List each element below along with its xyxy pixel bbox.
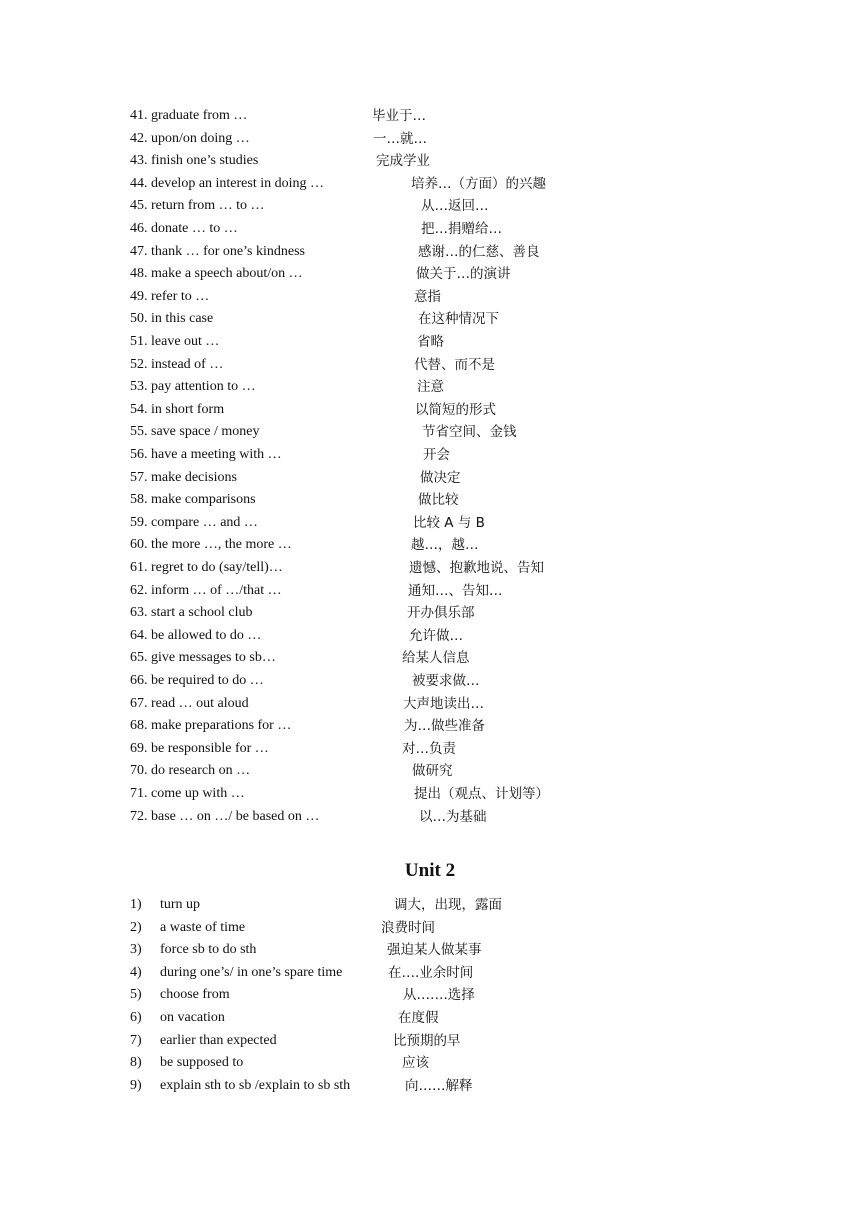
phrase-english: 68. make preparations for … — [130, 718, 292, 734]
phrase-chinese: 省略 — [417, 334, 444, 350]
phrase-chinese: 给某人信息 — [402, 650, 470, 667]
phrase-chinese: 强迫某人做某事 — [387, 942, 482, 959]
phrase-chinese: 培养…（方面）的兴趣 — [411, 175, 546, 192]
phrase-english: be supposed to — [160, 1055, 244, 1071]
phrase-english: 53. pay attention to … — [130, 379, 256, 395]
phrase-english: 58. make comparisons — [130, 492, 256, 508]
phrase-english: 44. develop an interest in doing … — [130, 175, 325, 191]
phrase-chinese: 毕业于… — [372, 108, 426, 124]
phrase-english: 52. instead of … — [130, 356, 224, 372]
unit-heading: Unit 2 — [404, 860, 456, 881]
phrase-chinese: 做决定 — [420, 469, 461, 486]
phrase-chinese: 比预期的早 — [393, 1032, 461, 1049]
phrase-chinese: 提出（观点、计划等） — [414, 786, 549, 802]
phrase-chinese: 在这种情况下 — [418, 311, 499, 328]
phrase-english: 50. in this case — [130, 311, 214, 327]
phrase-chinese: 调大，出现，露面 — [394, 897, 502, 913]
phrase-english: 51. leave out … — [130, 334, 220, 349]
phrase-chinese: 代替、而不是 — [414, 356, 495, 373]
phrase-chinese: 浪费时间 — [381, 919, 435, 936]
phrase-english: 63. start a school club — [130, 605, 253, 621]
phrase-chinese: 从…返回… — [421, 198, 489, 215]
phrase-english: 55. save space / money — [130, 424, 260, 440]
phrase-english: 70. do research on … — [130, 763, 251, 779]
phrase-chinese: 节省空间、金钱 — [422, 424, 517, 441]
phrase-english: earlier than expected — [160, 1032, 277, 1048]
phrase-english: 48. make a speech about/on … — [130, 266, 303, 282]
phrase-chinese: 完成学业 — [376, 153, 430, 170]
phrase-chinese: 以…为基础 — [419, 808, 487, 825]
phrase-chinese: 对…负责 — [402, 740, 456, 757]
phrase-number: 2) — [130, 919, 142, 935]
phrase-english: 61. regret to do (say/tell)… — [130, 560, 283, 575]
phrase-chinese: 做研究 — [412, 763, 453, 780]
phrase-chinese: 应该 — [402, 1055, 429, 1072]
phrase-english: 65. give messages to sb… — [130, 650, 276, 666]
phrase-chinese: 感谢…的仁慈、善良 — [418, 243, 540, 260]
phrase-english: 66. be required to do … — [130, 673, 264, 688]
phrase-chinese: 做比较 — [418, 492, 459, 509]
phrase-english: 41. graduate from … — [130, 108, 248, 123]
phrase-chinese: 一…就… — [373, 130, 427, 147]
phrase-english: 67. read … out aloud — [130, 695, 249, 711]
phrase-chinese: 为…做些准备 — [404, 718, 485, 735]
phrase-chinese: 注意 — [417, 379, 444, 396]
phrase-english: 59. compare … and … — [130, 514, 258, 530]
phrase-english: 57. make decisions — [130, 469, 237, 485]
phrase-chinese: 比较 A 与 B — [413, 514, 485, 531]
phrase-chinese: 以简短的形式 — [415, 401, 496, 418]
phrase-english: on vacation — [160, 1010, 225, 1025]
phrase-chinese: 向……解释 — [405, 1077, 473, 1094]
phrase-english: 56. have a meeting with … — [130, 447, 282, 462]
phrase-english: 54. in short form — [130, 401, 225, 417]
phrase-chinese: 意指 — [414, 288, 441, 305]
phrase-number: 4) — [130, 964, 142, 980]
phrase-chinese: 允许做… — [409, 627, 463, 644]
phrase-english: choose from — [160, 987, 230, 1003]
phrase-english: 42. upon/on doing … — [130, 130, 250, 146]
phrase-english: 43. finish one’s studies — [130, 153, 259, 169]
phrase-chinese: 做关于…的演讲 — [416, 266, 511, 283]
phrase-english: explain sth to sb /explain to sb sth — [160, 1077, 351, 1093]
phrase-english: 69. be responsible for … — [130, 740, 269, 756]
phrase-english: 45. return from … to … — [130, 198, 265, 214]
phrase-chinese: 在度假 — [398, 1010, 439, 1026]
phrase-number: 7) — [130, 1032, 142, 1048]
phrase-number: 6) — [130, 1010, 142, 1025]
phrase-chinese: 通知…、告知… — [408, 582, 503, 599]
phrase-chinese: 把…捐赠给… — [421, 221, 502, 237]
phrase-chinese: 被要求做… — [412, 673, 480, 689]
phrase-english: 64. be allowed to do … — [130, 627, 262, 643]
phrase-english: during one’s/ in one’s spare time — [160, 964, 343, 980]
phrase-english: 49. refer to … — [130, 288, 210, 304]
phrase-chinese: 越…，越… — [411, 537, 479, 554]
phrase-number: 3) — [130, 942, 142, 958]
phrase-number: 8) — [130, 1055, 142, 1071]
phrase-chinese: 遗憾、抱歉地说、告知 — [409, 560, 544, 576]
phrase-chinese: 开办俱乐部 — [407, 605, 475, 622]
phrase-number: 1) — [130, 897, 142, 912]
phrase-english: 72. base … on …/ be based on … — [130, 808, 320, 824]
phrase-english: 47. thank … for one’s kindness — [130, 243, 305, 259]
phrase-english: 46. donate … to … — [130, 221, 238, 236]
phrase-english: 62. inform … of …/that … — [130, 582, 282, 598]
phrase-number: 9) — [130, 1077, 142, 1093]
phrase-english: force sb to do sth — [160, 942, 257, 958]
phrase-english: turn up — [160, 897, 201, 912]
phrase-chinese: 从…….选择 — [403, 987, 475, 1004]
phrase-english: 60. the more …, the more … — [130, 537, 292, 553]
phrase-chinese: 开会 — [423, 447, 450, 463]
phrase-english: a waste of time — [160, 919, 246, 935]
phrase-number: 5) — [130, 987, 142, 1003]
phrase-chinese: 在….业余时间 — [388, 964, 474, 981]
phrase-english: 71. come up with … — [130, 786, 245, 801]
phrase-chinese: 大声地读出… — [403, 695, 484, 712]
